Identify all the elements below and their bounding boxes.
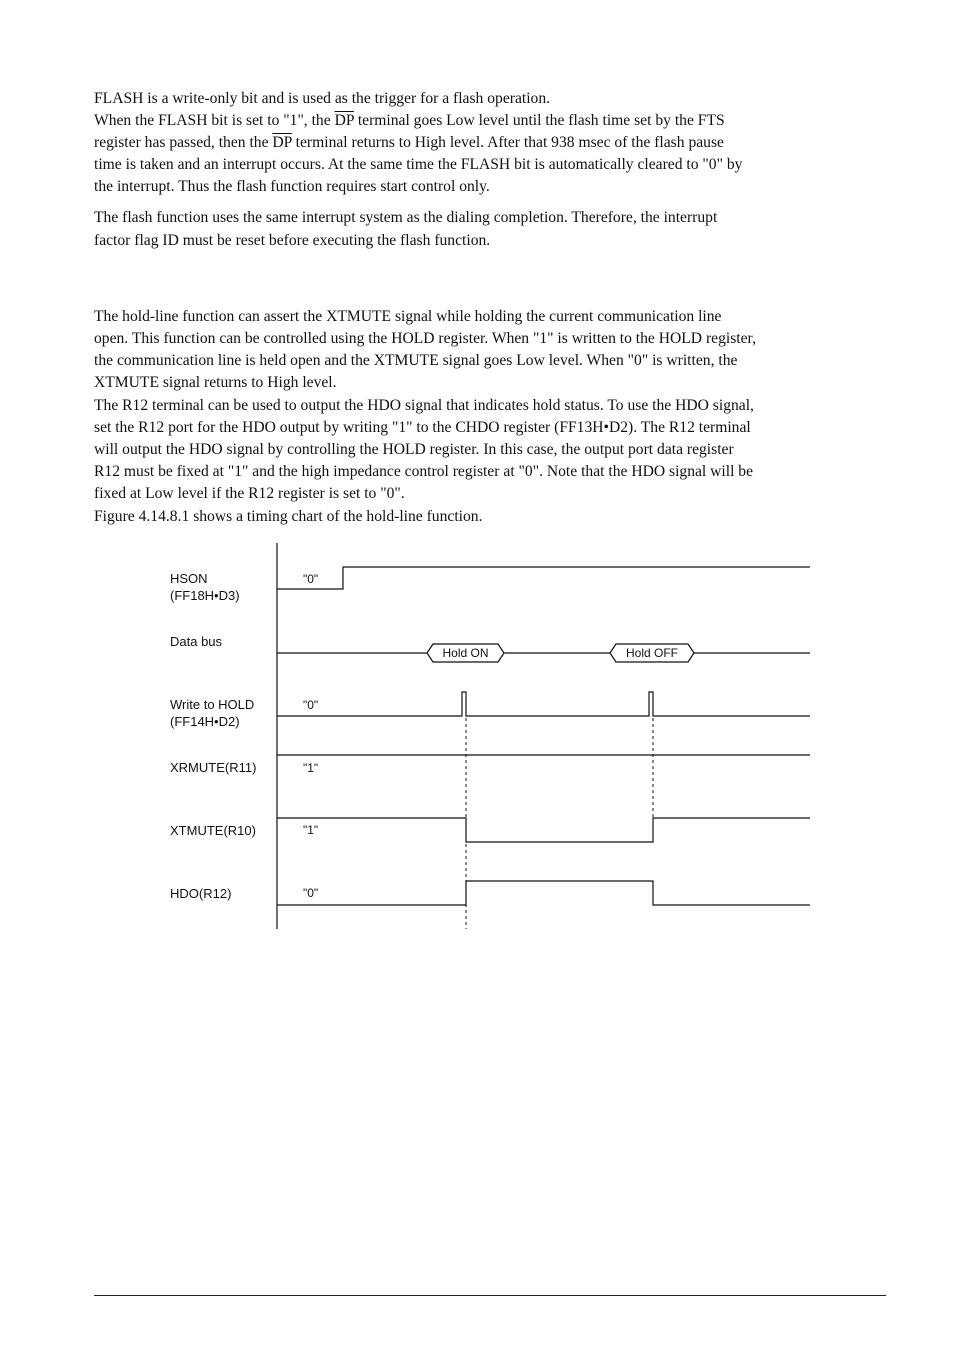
flash-line-4: time is taken and an interrupt occurs. At the same time the FLASH bit is automatically cleared to "0" by [94,156,743,173]
flash-line-2a: When the FLASH bit is set to "1", the [94,112,335,129]
dp-terminal-label-2: $\overline{DP}$ [272,134,292,151]
hold-line-0: The hold-line function can assert the XTMUTE signal while holding the current communication line [94,308,722,325]
initial-value-xrmute: "1" [303,761,319,775]
flash-line-2b: terminal goes Low level until the flash time set by the FTS [353,112,725,129]
signal-name: HDO(R12) [170,886,232,901]
signal-name: HSON [170,571,208,586]
signal-name: XRMUTE(R11) [170,760,257,775]
waveform-xtmute [277,818,810,842]
signal-sub: (FF14H•D2) [170,714,240,729]
signal-name: XTMUTE(R10) [170,823,256,838]
waveform-hdo [277,881,810,905]
footer-rule [94,1295,886,1296]
signal-name: Write to HOLD [170,697,255,712]
initial-value-write-hold: "0" [303,698,319,712]
hold-line-5: set the R12 port for the HDO output by writing "1" to the CHDO register (FF13H•D2). The R12 terminal [94,419,751,436]
flash-line-3b: terminal returns to High level. After that 938 msec of the flash pause [291,134,724,151]
signal-sub: (FF18H•D3) [170,588,240,603]
initial-value-hdo: "0" [303,886,319,900]
hold-line-2: the communication line is held open and the XTMUTE signal goes Low level. When "0" is written, the [94,352,738,369]
hold-line-4: The R12 terminal can be used to output the HDO signal that indicates hold status. To use the HDO signal, [94,397,754,414]
flash-line-1: FLASH is a write-only bit and is used as the trigger for a flash operation. [94,90,551,107]
flash-line-3a: register has passed, then the [94,134,273,151]
flash-line-5: the interrupt. Thus the flash function requires start control only. [94,178,490,195]
waveform-hson [277,567,810,589]
hold-line-1: open. This function can be controlled using the HOLD register. When "1" is written to the HOLD register, [94,330,756,347]
initial-value-hson: "0" [303,572,319,586]
flash-para2-line-2: factor flag ID must be reset before executing the flash function. [94,232,491,249]
flash-para2-line-1: The flash function uses the same interrupt system as the dialing completion. Therefore, the interrupt [94,209,718,226]
initial-value-xtmute: "1" [303,823,319,837]
hold-line-7: R12 must be fixed at "1" and the high impedance control register at "0". Note that the HDO signal will be [94,463,754,480]
hold-line-6: will output the HDO signal by controlling the HOLD register. In this case, the output port data register [94,441,734,458]
hold-line-9: Figure 4.14.8.1 shows a timing chart of the hold-line function. [94,508,483,525]
hold-line-8: fixed at Low level if the R12 register is set to "0". [94,485,405,502]
waveform-write-hold [277,692,810,716]
hold-line-3: XTMUTE signal returns to High level. [94,374,337,391]
dp-terminal-label: $\overline{DP}$ [334,112,354,129]
signal-name: Data bus [170,634,223,649]
bus-label-hold-off: Hold OFF [625,646,679,660]
bus-label-hold-on: Hold ON [442,646,489,660]
